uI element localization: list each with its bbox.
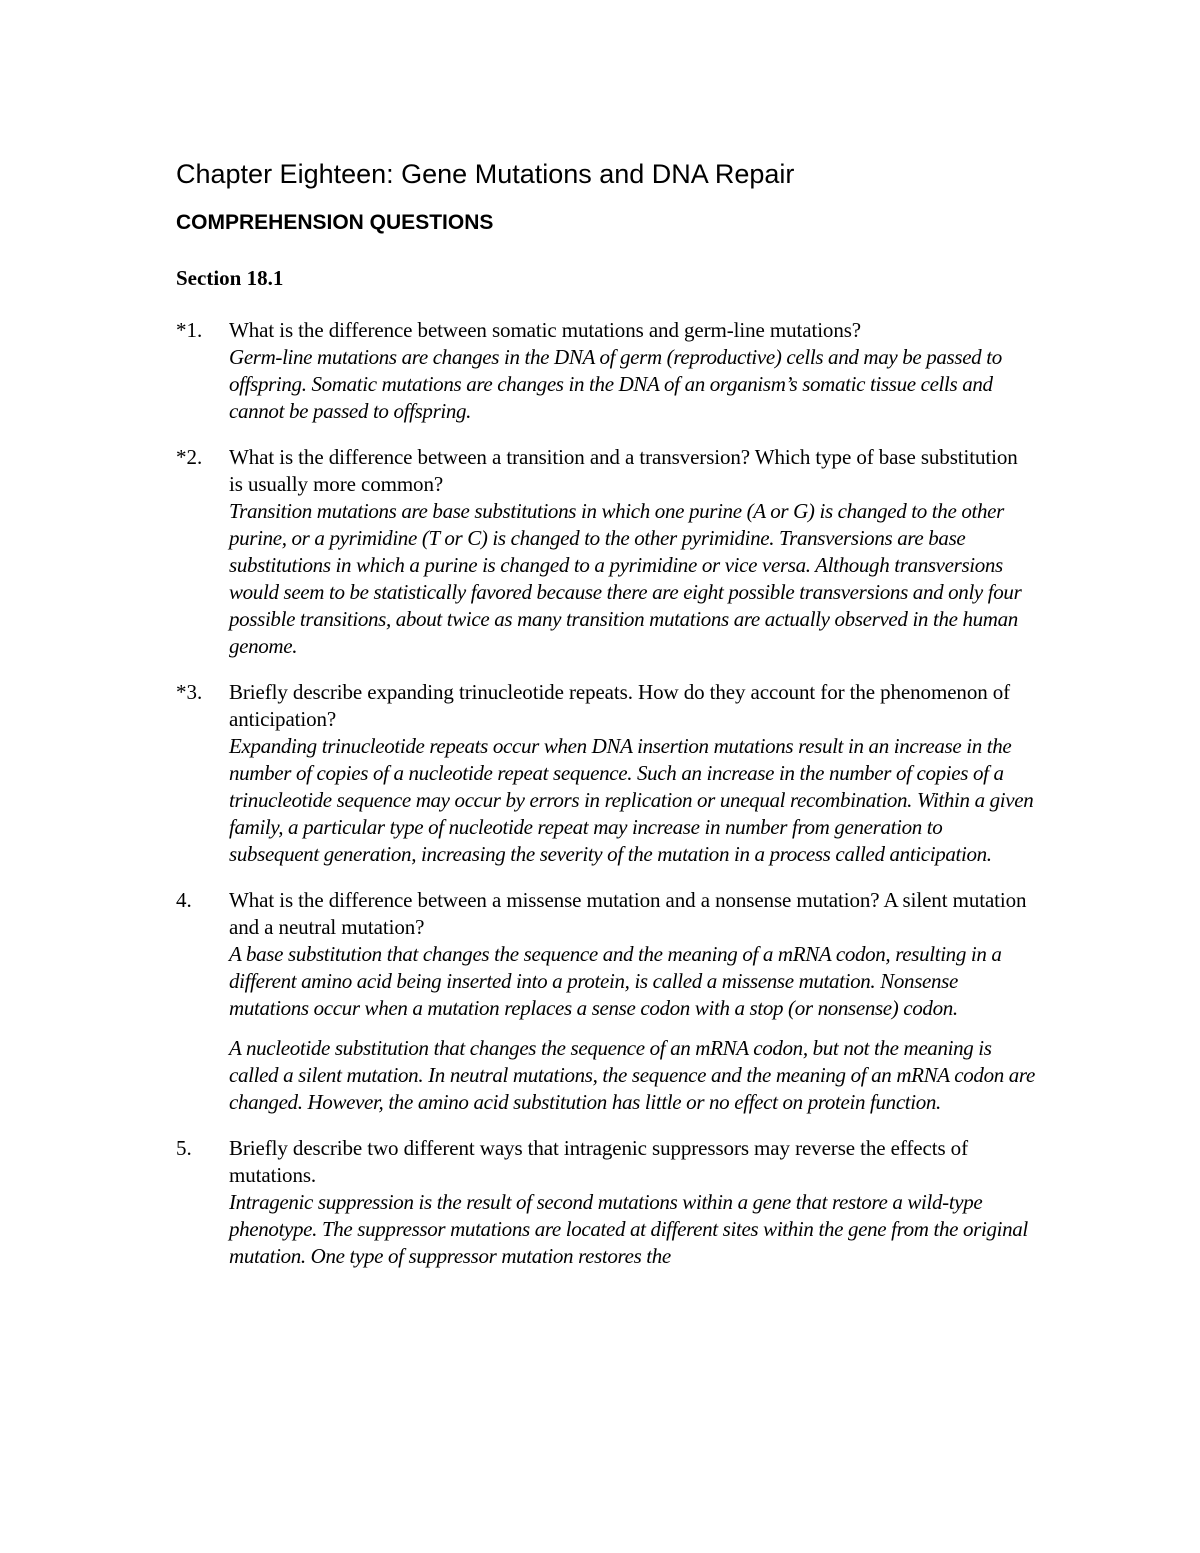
question-item xyxy=(176,317,1036,425)
question-number: 5. xyxy=(176,1136,192,1160)
question-text: What is the difference between a transition and a transversion? Which type of base substitution is usually more common? xyxy=(229,445,1018,496)
question-item xyxy=(176,887,1036,1116)
section-heading: COMPREHENSION QUESTIONS xyxy=(176,211,494,234)
question-number: *2. xyxy=(176,445,203,469)
chapter-title: Chapter Eighteen: Gene Mutations and DNA Repair xyxy=(176,159,795,189)
answer-text: Transition mutations are base substitutions in which one purine (A or G) is changed to the other purine, or a pyrimidine (T or C) is changed to the other pyrimidine. Transversions are base substitutions in which a purine is changed to a pyrimidine or vice versa. Although transversions would seem to be statistically favored because there are eight possible transversions and only four possible transitions, about twice as many transition mutations are actually observed in the human genome. xyxy=(229,499,1022,658)
answer-text: Intragenic suppression is the result of second mutations within a gene that restore a wild-type phenotype. The suppressor mutations are located at different sites within the gene from the original mutation. One type of suppressor mutation restores the xyxy=(229,1190,1028,1268)
question-number: *3. xyxy=(176,680,203,704)
answer-text: Germ-line mutations are changes in the DNA of germ (reproductive) cells and may be passed to offspring. Somatic mutations are changes in the DNA of an organism’s somatic tissue cells and cannot be passed to offspring. xyxy=(229,345,1002,423)
question-text: What is the difference between a missense mutation and a nonsense mutation? A silent mutation and a neutral mutation? xyxy=(229,888,1027,939)
subsection-heading: Section 18.1 xyxy=(176,266,284,290)
question-item xyxy=(176,444,1036,660)
question-text: What is the difference between somatic mutations and germ-line mutations? xyxy=(229,318,862,342)
answer-text: A nucleotide substitution that changes the sequence of an mRNA codon, but not the meaning is called a silent mutation. In neutral mutations, the sequence and the meaning of an mRNA codon are changed. However, the amino acid substitution has little or no effect on protein function. xyxy=(229,1036,1035,1114)
answer-text: A base substitution that changes the sequence and the meaning of a mRNA codon, resulting in a different amino acid being inserted into a protein, is called a missense mutation. Nonsense mutations occur when a mutation replaces a sense codon with a stop (or nonsense) codon. xyxy=(229,942,1002,1020)
question-number: 4. xyxy=(176,888,192,912)
question-list xyxy=(176,317,1036,1289)
question-number: *1. xyxy=(176,318,203,342)
question-text: Briefly describe expanding trinucleotide repeats. How do they account for the phenomenon of anticipation? xyxy=(229,680,1011,731)
question-text: Briefly describe two different ways that intragenic suppressors may reverse the effects of mutations. xyxy=(229,1136,968,1187)
question-item xyxy=(176,679,1036,868)
answer-text: Expanding trinucleotide repeats occur when DNA insertion mutations result in an increase in the number of copies of a nucleotide repeat sequence. Such an increase in the number of copies of a trinucleotide sequence may occur by errors in replication or unequal recombination. Within a given family, a particular type of nucleotide repeat may increase in number from generation to subsequent generation, increasing the severity of the mutation in a process called anticipation. xyxy=(229,734,1034,866)
question-item xyxy=(176,1135,1036,1270)
